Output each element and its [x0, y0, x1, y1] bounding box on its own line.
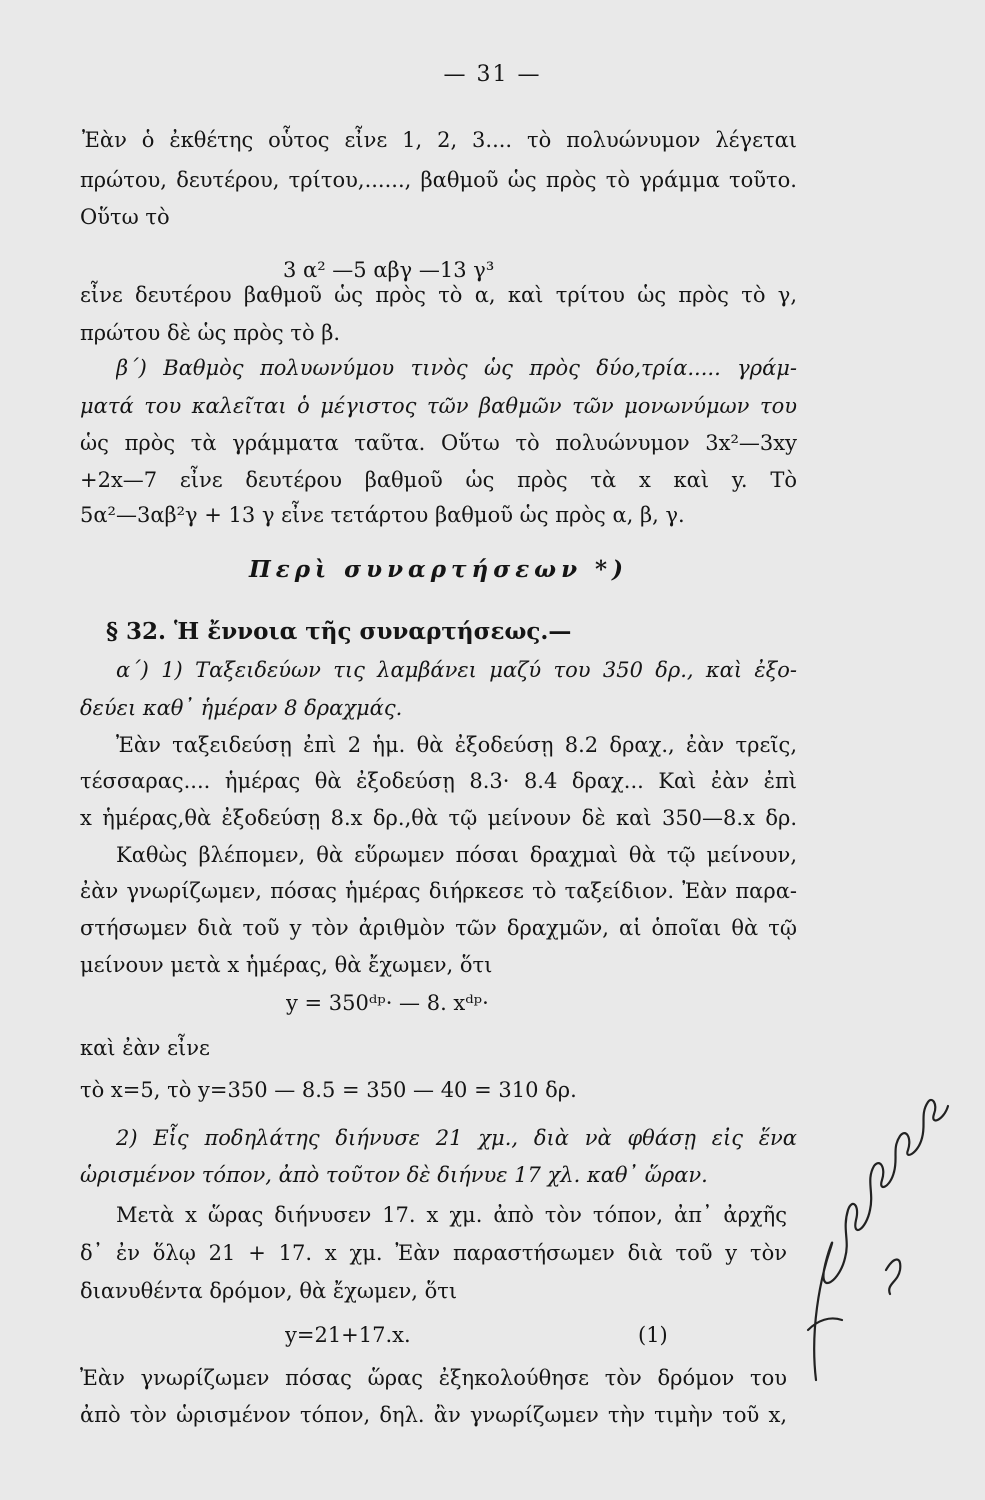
text-line-7: ματά του καλεῖται ὁ μέγιστος τῶν βαθμῶν τῶν μονωνύμων του [80, 394, 797, 418]
page-number: — 31 — [443, 62, 542, 87]
text-line-8: ὡς πρὸς τὰ γράμματα ταῦτα. Οὕτω τὸ πολυώνυμον 3x²—3xy [80, 431, 797, 455]
text-line-16: Καθὼς βλέπομεν, θὰ εὕρωμεν πόσαι δραχμαὶ θὰ τῷ μείνουν, [116, 843, 797, 867]
section-heading: Περὶ συναρτήσεων *) [249, 556, 628, 583]
formula-2: y = 350ᵈᵖ· — 8. xᵈᵖ· [286, 991, 489, 1015]
text-line-25: δ᾽ ἐν ὅλῳ 21 + 17. x χμ. Ἐὰν παραστήσωμεν διὰ τοῦ y τὸν [80, 1241, 787, 1265]
text-line-3: Οὕτω τὸ [80, 205, 170, 229]
text-line-23: ὡρισμένον τόπον, ἀπὸ τοῦτον δὲ διήνυε 17 χλ. καθ᾽ ὥραν. [80, 1163, 708, 1187]
handwritten-signature [790, 1080, 960, 1410]
text-line-26: διανυθέντα δρόμον, θὰ ἔχωμεν, ὅτι [80, 1279, 458, 1303]
text-line-27: Ἐὰν γνωρίζωμεν πόσας ὥρας ἐξηκολούθησε τὸν δρόμον του [80, 1366, 787, 1390]
text-line-18: στήσωμεν διὰ τοῦ y τὸν ἀριθμὸν τῶν δραχμῶν, αἱ ὁποῖαι θὰ τῷ [80, 916, 797, 940]
formula-1: 3 α² —5 αβγ —13 γ³ [283, 258, 495, 282]
text-line-15: x ἡμέρας,θὰ ἐξοδεύσῃ 8.x δρ.,θὰ τῷ μείνουν δὲ καὶ 350—8.x δρ. [80, 806, 797, 830]
text-line-17: ἐὰν γνωρίζωμεν, πόσας ἡμέρας διήρκεσε τὸ ταξείδιον. Ἐὰν παρα- [80, 879, 797, 903]
text-line-28: ἀπὸ τὸν ὡρισμένον τόπον, δηλ. ἂν γνωρίζωμεν τὴν τιμὴν τοῦ x, [80, 1403, 787, 1427]
text-line-6: β΄) Βαθμὸς πολυωνύμου τινὸς ὡς πρὸς δύο,τρία..... γράμ- [116, 356, 797, 380]
text-line-19: μείνουν μετὰ x ἡμέρας, θὰ ἔχωμεν, ὅτι [80, 953, 493, 977]
text-line-1: Ἐὰν ὁ ἐκθέτης οὗτος εἶνε 1, 2, 3.... τὸ πολυώνυμον λέγεται [82, 128, 797, 152]
text-line-20: καὶ ἐὰν εἶνε [80, 1036, 210, 1060]
text-line-9: +2x—7 εἶνε δευτέρου βαθμοῦ ὡς πρὸς τὰ x καὶ y. Τὸ [80, 468, 797, 492]
text-line-4: εἶνε δευτέρου βαθμοῦ ὡς πρὸς τὸ α, καὶ τρίτου ὡς πρὸς τὸ γ, [80, 283, 797, 307]
text-line-14: τέσσαρας.... ἡμέρας θὰ ἐξοδεύσῃ 8.3· 8.4 δραχ... Καὶ ἐὰν ἐπὶ [80, 769, 797, 793]
equation-number: (1) [638, 1323, 668, 1347]
text-line-2: πρώτου, δευτέρου, τρίτου,......, βαθμοῦ ὡς πρὸς τὸ γράμμα τοῦτο. [80, 168, 797, 192]
text-line-11: α΄) 1) Ταξειδεύων τις λαμβάνει μαζύ του 350 δρ., καὶ ἐξο- [116, 658, 797, 682]
text-line-13: Ἐὰν ταξειδεύσῃ ἐπὶ 2 ἡμ. θὰ ἐξοδεύσῃ 8.2 δραχ., ἐὰν τρεῖς, [116, 733, 797, 757]
text-line-24: Μετὰ x ὥρας διήνυσεν 17. x χμ. ἀπὸ τὸν τόπον, ἀπ᾽ ἀρχῆς [116, 1203, 787, 1227]
text-line-12: δεύει καθ᾽ ἡμέραν 8 δραχμάς. [80, 696, 403, 720]
text-line-5: πρώτου δὲ ὡς πρὸς τὸ β. [80, 321, 341, 345]
section-title: § 32. Ἡ ἔννοια τῆς συναρτήσεως.— [106, 618, 572, 645]
text-line-21: τὸ x=5, τὸ y=350 — 8.5 = 350 — 40 = 310 δρ. [80, 1078, 577, 1102]
formula-3: y=21+17.x. [285, 1323, 411, 1347]
text-line-22: 2) Εἷς ποδηλάτης διήνυσε 21 χμ., διὰ νὰ φθάσῃ εἰς ἕνα [116, 1126, 797, 1150]
text-line-10: 5α²—3αβ²γ + 13 γ εἶνε τετάρτου βαθμοῦ ὡς πρὸς α, β, γ. [80, 503, 685, 527]
